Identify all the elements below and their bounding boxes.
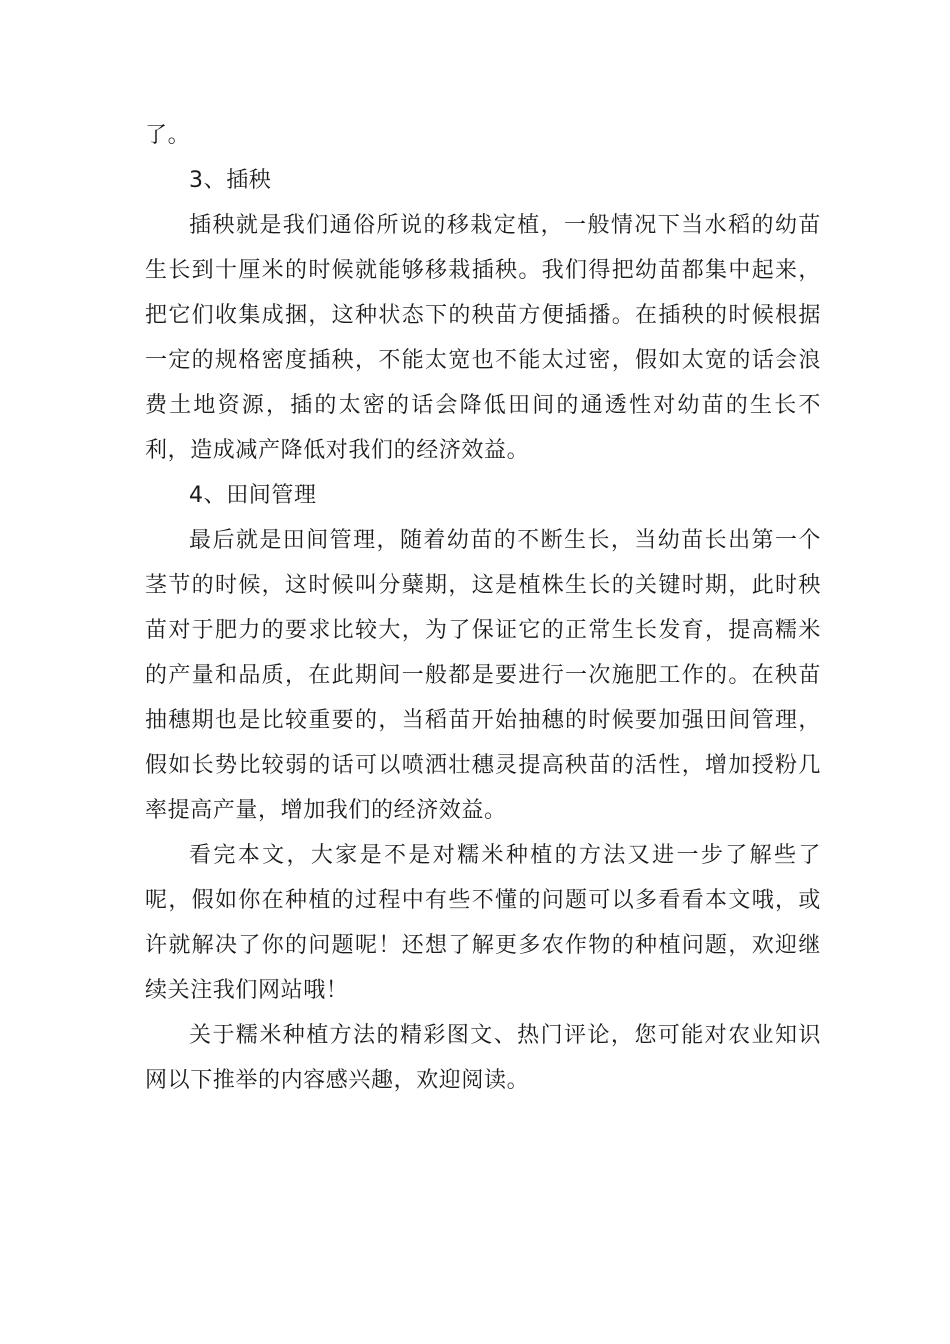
paragraph-field-management: 最后就是田间管理，随着幼苗的不断生长，当幼苗长出第一个茎节的时候，这时候叫分蘖期，这是植株生长的关键时期，此时秧苗对于肥力的要求比较大，为了保证它的正常生长发育，提高糯米的产量和品质，在此期间一般都是要进行一次施肥工作的。在秧苗抽穗期也是比较重要的，当稻苗开始抽穗的时候要加强田间管理，假如长势比较弱的话可以喷洒壮穗灵提高秧苗的活性，增加授粉几率提高产量，增加我们的经济效益。	[145, 528, 821, 823]
paragraph-transplanting: 插秧就是我们通俗所说的移栽定植，一般情况下当水稻的幼苗生长到十厘米的时候就能够移栽插秧。我们得把幼苗都集中起来，把它们收集成捆，这种状态下的秧苗方便插播。在插秧的时候根据一定的规格密度插秧，不能太宽也不能太过密，假如太宽的话会浪费土地资源，插的太密的话会降低田间的通透性对幼苗的生长不利，造成减产降低对我们的经济效益。	[145, 213, 821, 463]
paragraph-continuation: 了。	[145, 123, 191, 148]
document-body	[145, 113, 821, 1103]
paragraph-conclusion: 看完本文，大家是不是对糯米种植的方法又进一步了解些了呢，假如你在种植的过程中有些不懂的问题可以多看看本文哦，或许就解决了你的问题呢！还想了解更多农作物的种植问题，欢迎继续关注我们网站哦！	[145, 843, 821, 1003]
section-heading-field-management: 4、田间管理	[189, 483, 317, 508]
section-heading-transplanting: 3、插秧	[189, 168, 272, 193]
paragraph-related-content: 关于糯米种植方法的精彩图文、热门评论，您可能对农业知识网以下推举的内容感兴趣，欢迎阅读。	[145, 1023, 821, 1093]
